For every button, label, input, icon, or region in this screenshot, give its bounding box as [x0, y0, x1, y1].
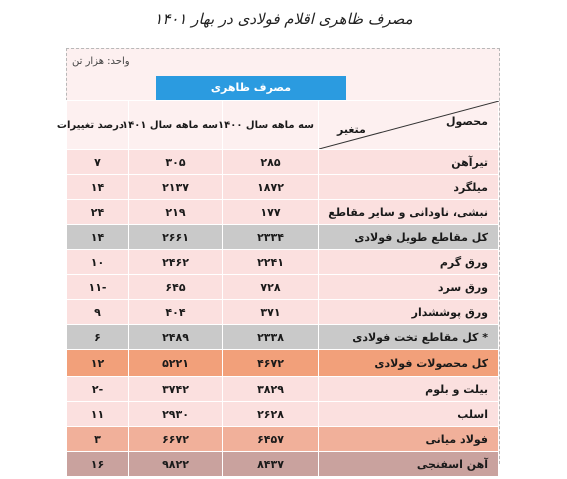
value-1400: ۱۷۷ [223, 200, 319, 225]
col-1400-header: سه ماهه سال ۱۴۰۰ [223, 101, 319, 150]
value-1401: ۶۴۵ [129, 275, 223, 300]
value-1400: ۴۶۷۲ [223, 350, 319, 377]
table-row [67, 275, 499, 300]
value-1400: ۸۴۳۷ [223, 452, 319, 477]
value-1400: ۶۴۵۷ [223, 427, 319, 452]
value-1401: ۲۶۶۱ [129, 225, 223, 250]
unit-label: واحد: هزار تن [72, 56, 130, 67]
table-row [67, 452, 499, 477]
value-change: ۱۶ [67, 452, 129, 477]
value-change: ۲۴ [67, 200, 129, 225]
value-change: ۷ [67, 150, 129, 175]
table-row [67, 402, 499, 427]
value-1401: ۲۴۸۹ [129, 325, 223, 350]
value-1400: ۷۲۸ [223, 275, 319, 300]
value-change: -۲ [67, 377, 129, 402]
row-name: آهن اسفنجی [319, 452, 499, 477]
value-change: ۱۴ [67, 225, 129, 250]
header-row [67, 101, 499, 150]
row-name: فولاد میانی [319, 427, 499, 452]
table-row [67, 250, 499, 275]
value-change: ۶ [67, 325, 129, 350]
value-1400: ۲۳۳۸ [223, 325, 319, 350]
table-row [67, 175, 499, 200]
value-1400: ۲۸۵ [223, 150, 319, 175]
table-row [67, 150, 499, 175]
value-change: ۱۲ [67, 350, 129, 377]
value-1400: ۲۶۲۸ [223, 402, 319, 427]
col-1401-header: سه ماهه سال ۱۴۰۱ [129, 101, 223, 150]
value-1401: ۲۱۳۷ [129, 175, 223, 200]
table-row [67, 427, 499, 452]
row-name: ورق پوششدار [319, 300, 499, 325]
table-row [67, 377, 499, 402]
value-1401: ۳۰۵ [129, 150, 223, 175]
col-change-header: درصد تغییرات [67, 101, 129, 150]
value-1401: ۹۸۲۲ [129, 452, 223, 477]
value-change: ۱۱ [67, 402, 129, 427]
row-name: * کل مقاطع تخت فولادی [319, 325, 499, 350]
value-1401: ۵۲۲۱ [129, 350, 223, 377]
value-change: ۱۰ [67, 250, 129, 275]
value-1400: ۱۸۷۲ [223, 175, 319, 200]
table-row [67, 350, 499, 377]
row-name: تیرآهن [319, 150, 499, 175]
row-name: اسلب [319, 402, 499, 427]
value-1400: ۳۷۱ [223, 300, 319, 325]
value-1401: ۶۶۷۲ [129, 427, 223, 452]
value-1400: ۲۲۴۱ [223, 250, 319, 275]
row-name: ورق گرم [319, 250, 499, 275]
data-table [56, 100, 499, 477]
row-name: بیلت و بلوم [319, 377, 499, 402]
value-1400: ۳۸۲۹ [223, 377, 319, 402]
value-1401: ۴۰۴ [129, 300, 223, 325]
corner-variable-label: متغیر [337, 123, 366, 136]
row-name: ورق سرد [319, 275, 499, 300]
value-change: ۱۴ [67, 175, 129, 200]
corner-product-label: محصول [445, 115, 488, 128]
value-change: -۱۱ [67, 275, 129, 300]
page-title: مصرف ظاهری اقلام فولادی در بهار ۱۴۰۱ [154, 10, 413, 28]
corner-cell [319, 101, 499, 150]
value-1401: ۳۷۴۲ [129, 377, 223, 402]
value-1400: ۲۳۳۴ [223, 225, 319, 250]
table-row [67, 200, 499, 225]
row-name: نبشی، ناودانی و سایر مقاطع [319, 200, 499, 225]
value-1401: ۲۴۶۲ [129, 250, 223, 275]
row-name: میلگرد [319, 175, 499, 200]
value-1401: ۲۱۹ [129, 200, 223, 225]
row-name: کل محصولات فولادی [319, 350, 499, 377]
table-row [67, 300, 499, 325]
row-name: کل مقاطع طویل فولادی [319, 225, 499, 250]
table-row [67, 225, 499, 250]
table-row [67, 325, 499, 350]
group-header: مصرف ظاهری [156, 76, 346, 100]
value-change: ۹ [67, 300, 129, 325]
value-1401: ۲۹۳۰ [129, 402, 223, 427]
value-change: ۳ [67, 427, 129, 452]
